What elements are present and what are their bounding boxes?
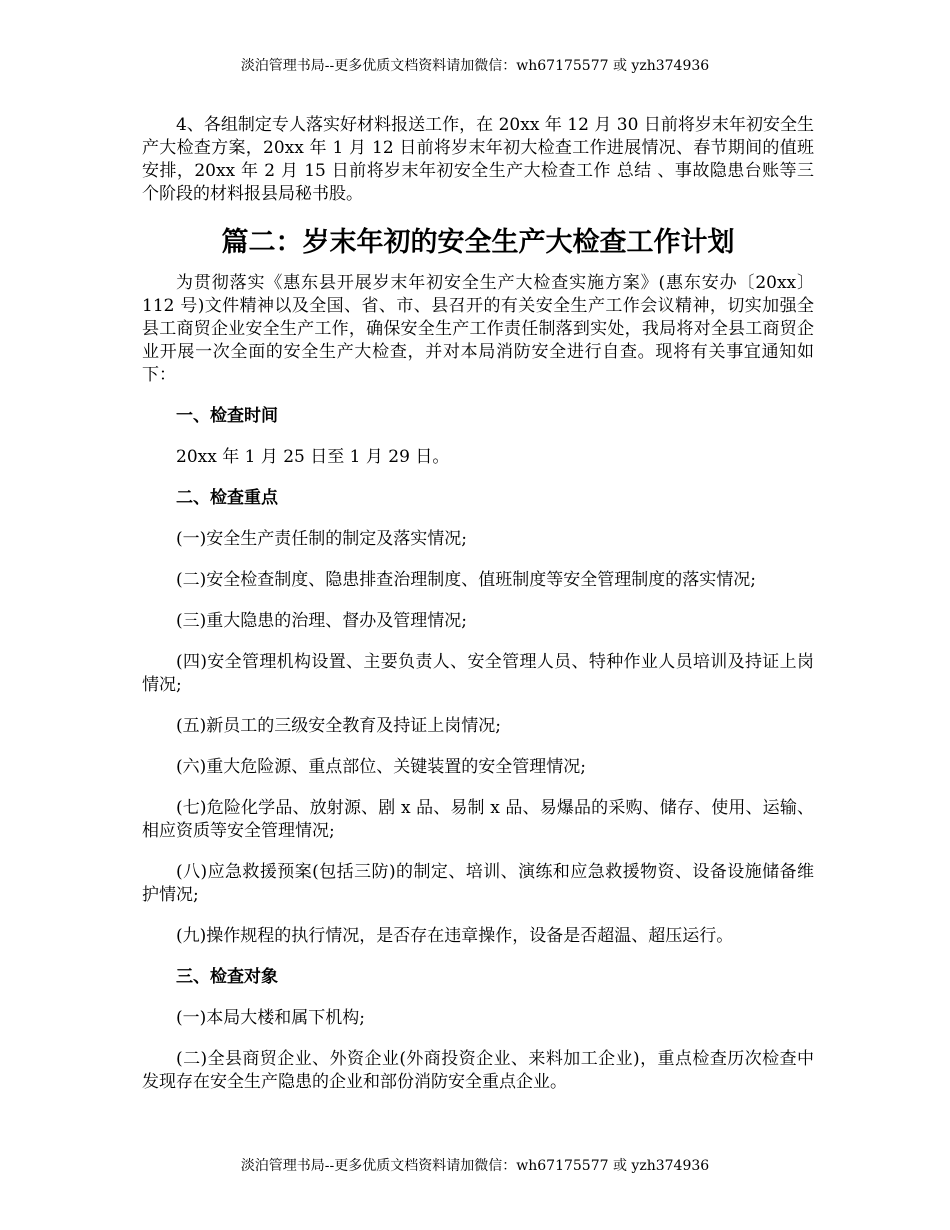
document-body bbox=[142, 114, 814, 1112]
section-title: 篇二：岁末年初的安全生产大检查工作计划 bbox=[221, 227, 735, 258]
list-item: (二)全县商贸企业、外资企业(外商投资企业、来料加工企业)，重点检查历次检查中发现存在安全生产隐患的企业和部份消防安全重点企业。 bbox=[142, 1049, 814, 1092]
list-item: (五)新员工的三级安全教育及持证上岗情况; bbox=[176, 716, 501, 736]
list-item: (三)重大隐患的治理、督办及管理情况; bbox=[176, 611, 467, 631]
intro-paragraph: 为贯彻落实《惠东县开展岁末年初安全生产大检查实施方案》(惠东安办〔20xx〕112 号)文件精神以及全国、省、市、县召开的有关安全生产工作会议精神，切实加强全县工商贸企业安全生产工作，确保安全生产工作责任制落到实处，我局将对全县工商贸企业开展一次全面的安全生产大检查，并对本局消防安全进行自查。现将有关事宜通知如下： bbox=[142, 273, 814, 385]
list-item: (二)安全检查制度、隐患排查治理制度、值班制度等安全管理制度的落实情况; bbox=[176, 570, 756, 590]
inspection-targets-list bbox=[142, 1007, 814, 1094]
list-item: (四)安全管理机构设置、主要负责人、安全管理人员、特种作业人员培训及持证上岗情况; bbox=[142, 652, 814, 695]
page-header: 淡泊管理书局--更多优质文档资料请加微信：wh67175577 或 yzh374936 bbox=[240, 58, 710, 74]
list-item: (六)重大危险源、重点部位、关键装置的安全管理情况; bbox=[176, 757, 586, 777]
page-footer: 淡泊管理书局--更多优质文档资料请加微信：wh67175577 或 yzh374936 bbox=[240, 1158, 710, 1174]
list-item: (一)本局大楼和属下机构; bbox=[176, 1008, 365, 1028]
list-item: (一)安全生产责任制的制定及落实情况; bbox=[176, 529, 467, 549]
heading-inspection-targets: 三、检查对象 bbox=[176, 967, 278, 987]
item-4-paragraph: 4、各组制定专人落实好材料报送工作，在 20xx 年 12 月 30 日前将岁末年初安全生产大检查方案，20xx 年 1 月 12 日前将岁末年初大检查工作进展情况、春节期间的值班安排，20xx 年 2 月 15 日前将岁末年初安全生产大检查工作 总结 、事故隐患台账等三个阶段的材料报县局秘书股。 bbox=[142, 115, 814, 204]
list-item: (九)操作规程的执行情况，是否存在违章操作，设备是否超温、超压运行。 bbox=[176, 926, 734, 946]
inspection-focus-list bbox=[142, 528, 814, 948]
heading-inspection-time: 一、检查时间 bbox=[176, 406, 278, 426]
list-item: (八)应急救援预案(包括三防)的制定、培训、演练和应急救援物资、设备设施储备维护情况; bbox=[142, 862, 814, 905]
list-item: (七)危险化学品、放射源、剧 x 品、易制 x 品、易爆品的采购、储存、使用、运输、相应资质等安全管理情况; bbox=[142, 798, 814, 841]
inspection-time-text: 20xx 年 1 月 25 日至 1 月 29 日。 bbox=[176, 447, 450, 467]
heading-inspection-focus: 二、检查重点 bbox=[176, 488, 278, 508]
